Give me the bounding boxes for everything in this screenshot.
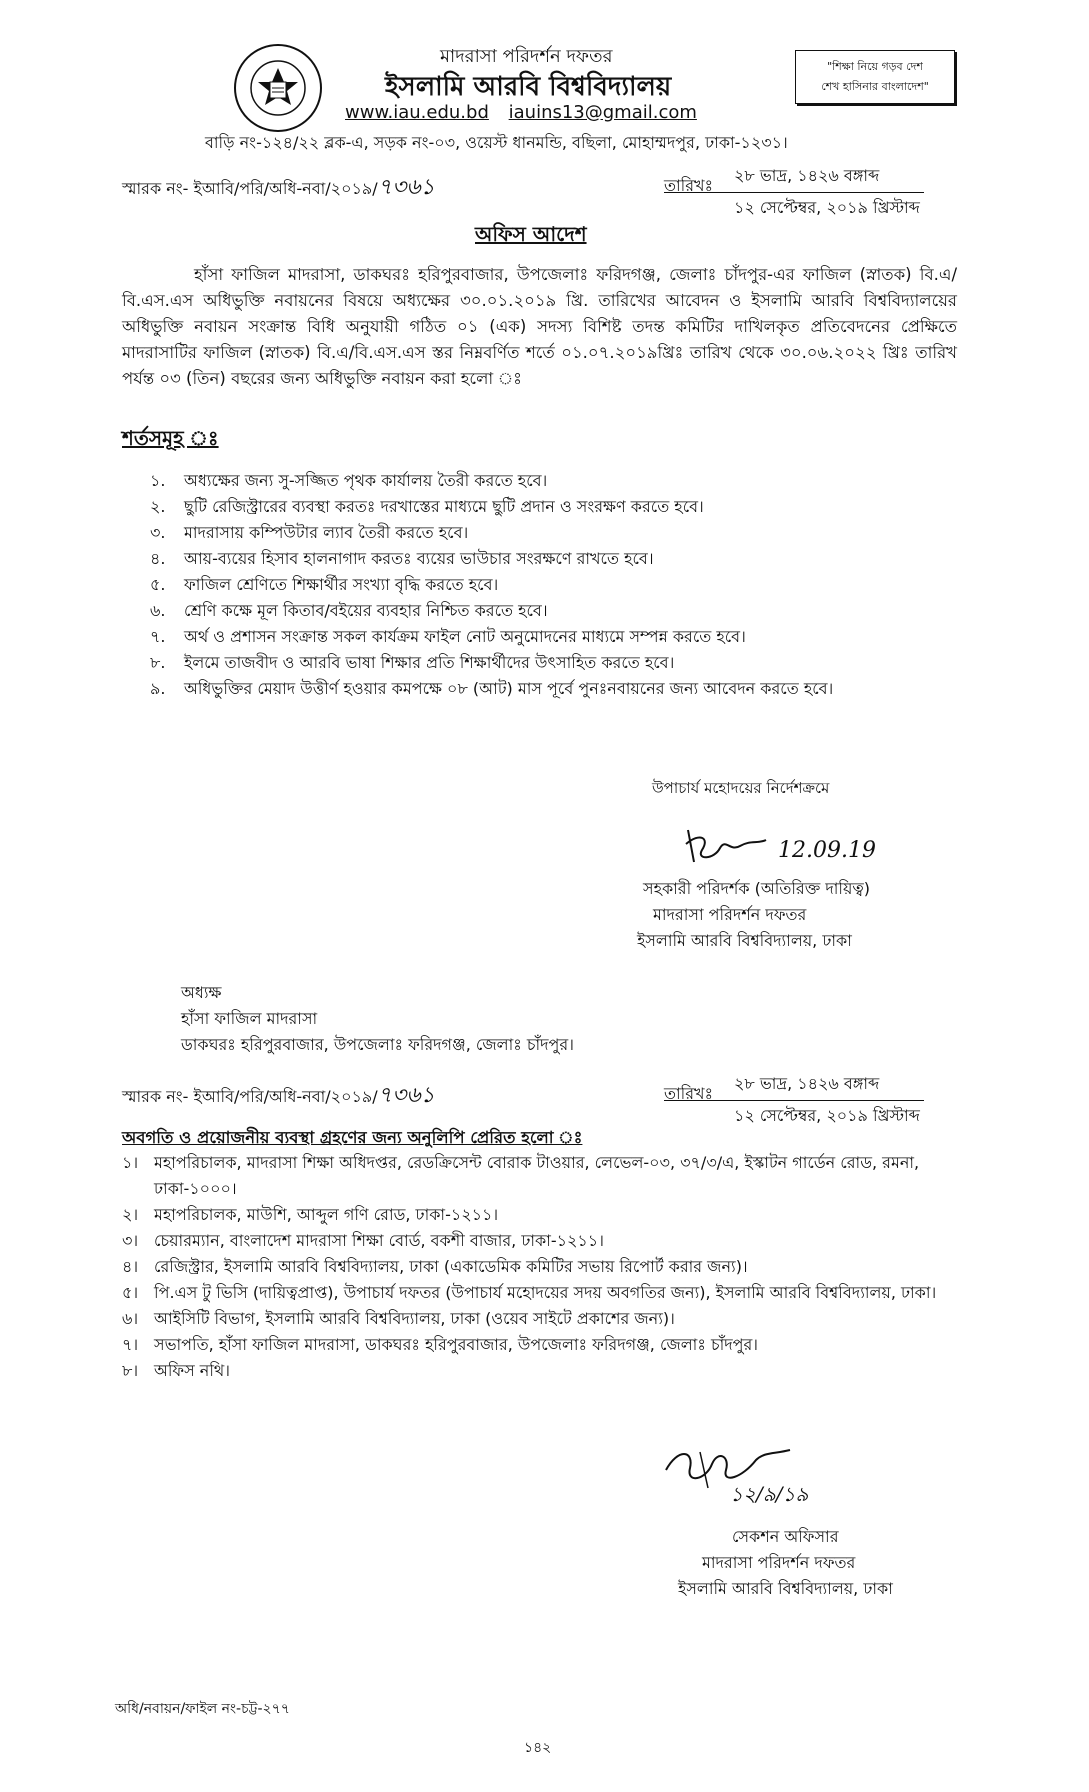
list-item: ৬. শ্রেণি কক্ষে মূল কিতাব/বইয়ের ব্যবহার নিশ্চিত করতে হবে। [150,601,548,620]
copy-heading: অবগতি ও প্রয়োজনীয় ব্যবস্থা গ্রহণের জন্য অনুলিপি প্রেরিত হলো ঃ [122,1128,583,1147]
signatory1-block [637,876,871,954]
list-item: ৩। চেয়ারম্যান, বাংলাদেশ মাদরাসা শিক্ষা বোর্ড, বকশী বাজার, ঢাকা-১২১১। [122,1231,604,1250]
memo2-date-label: তারিখঃ [664,1084,714,1103]
list-item: ৫. ফাজিল শ্রেণিতে শিক্ষার্থীর সংখ্যা বৃদ্ধি করতে হবে। [150,575,499,594]
list-item: ৪। রেজিস্ট্রার, ইসলামি আরবি বিশ্ববিদ্যালয়, ঢাকা (একাডেমিক কমিটির সভায় রিপোর্ট করার জন্য)। [122,1257,748,1276]
list-item: ২. ছুটি রেজিস্ট্রারের ব্যবস্থা করতঃ দরখাস্তের মাধ্যমে ছুটি প্রদান ও সংরক্ষণ করতে হবে। [150,497,704,516]
conditions-list [150,468,960,702]
header-address: বাড়ি নং-১২৪/২২ ব্লক-এ, সড়ক নং-০৩, ওয়েস্ট ধানমন্ডি, বছিলা, মোহাম্মদপুর, ঢাকা-১২৩১। [205,133,788,152]
list-item: ২। মহাপরিচালক, মাউশি, আব্দুল গণি রোড, ঢাকা-১২১১। [122,1205,499,1224]
slogan-line2: শেখ হাসিনার বাংলাদেশ" [821,80,929,93]
recipient-line1: অধ্যক্ষ [181,983,222,1002]
memo2-date-bengali: ২৮ ভাদ্র, ১৪২৬ বঙ্গাব্দ [664,1071,924,1101]
list-item: ৩. মাদরাসায় কম্পিউটার ল্যাব তৈরী করতে হবে। [150,523,469,542]
recipient-block [181,980,574,1058]
memo1-ref [122,170,435,207]
file-number: অধি/নবায়ন/ফাইল নং-চট্ট-২৭৭ [115,1701,290,1717]
memo1-ref-prefix: স্মারক নং- ইআবি/পরি/অধি-নবা/২০১৯/ [122,179,378,198]
email-link[interactable]: iauins13@gmail.com [508,102,697,123]
list-item: ৫। পি.এস টু ভিসি (দায়িত্বপ্রাপ্ত), উপাচার্য দফতর (উপাচার্য মহোদয়ের সদয় অবগতির জন্য), ইসলামি আরবি বিশ্ববিদ্যালয়, ঢাকা। [122,1283,937,1302]
memo1-date-label: তারিখঃ [664,176,714,195]
list-item: ৭। সভাপতি, হাঁসা ফাজিল মাদরাসা, ডাকঘরঃ হরিপুরবাজার, উপজেলাঃ ফরিদগঞ্জ, জেলাঃ চাঁদপুর। [122,1335,759,1354]
memo2-ref-prefix: স্মারক নং- ইআবি/পরি/অধি-নবা/২০১৯/ [122,1087,378,1106]
memo2-date [664,1071,924,1130]
recipient-line3: ডাকঘরঃ হরিপুরবাজার, উপজেলাঃ ফরিদগঞ্জ, জেলাঃ চাঁদপুর। [181,1035,574,1054]
slogan-box [795,50,955,104]
memo2-ref-number: ৭৩৬১ [377,1083,435,1108]
university-logo [232,42,324,134]
header-links [345,102,711,123]
list-item: ৪. আয়-ব্যয়ের হিসাব হালনাগাদ করতঃ ব্যয়ের ভাউচার সংরক্ষণে রাখতে হবে। [150,549,654,568]
signatory1-note: উপাচার্য মহোদয়ের নির্দেশক্রমে [652,779,830,797]
header-university: ইসলামি আরবি বিশ্ববিদ্যালয় [385,72,672,102]
recipient-line2: হাঁসা ফাজিল মাদরাসা [181,1009,318,1028]
signature1-date: 12.09.19 [778,838,876,863]
website-link[interactable]: www.iau.edu.bd [345,102,489,123]
signatory1-title: সহকারী পরিদর্শক (অতিরিক্ত দায়িত্ব) [643,879,871,898]
signature-1 [680,820,770,870]
slogan-line1: "শিক্ষা নিয়ে গড়ব দেশ [827,60,923,73]
memo1-date-bengali: ২৮ ভাদ্র, ১৪২৬ বঙ্গাব্দ [664,163,924,193]
memo1-date [664,163,924,222]
list-item: ১। মহাপরিচালক, মাদরাসা শিক্ষা অধিদপ্তর, রেডক্রিসেন্ট বোরাক টাওয়ার, লেভেল-০৩, ৩৭/৩/এ, ইস্কাটন গার্ডেন রোড, রমনা, ঢাকা-১০০০। [122,1153,920,1198]
header-office: মাদরাসা পরিদর্শন দফতর [440,46,613,67]
conditions-heading: শর্তসমূহ ঃ [122,426,219,450]
signatory2-office: মাদরাসা পরিদর্শন দফতর [702,1553,856,1572]
list-item: ৬। আইসিটি বিভাগ, ইসলামি আরবি বিশ্ববিদ্যালয়, ঢাকা (ওয়েব সাইটে প্রকাশের জন্য)। [122,1309,675,1328]
signatory2-university: ইসলামি আরবি বিশ্ববিদ্যালয়, ঢাকা [678,1579,893,1598]
memo1-date-gregorian: ১২ সেপ্টেম্বর, ২০১৯ খ্রিস্টাব্দ [734,198,920,217]
list-item: ১. অধ্যক্ষের জন্য সু-সজ্জিত পৃথক কার্যালয় তৈরী করতে হবে। [150,471,548,490]
memo2-date-gregorian: ১২ সেপ্টেম্বর, ২০১৯ খ্রিস্টাব্দ [734,1106,920,1125]
signature2-date: ১২/৯/১৯ [730,1482,809,1506]
body-paragraph: হাঁসা ফাজিল মাদরাসা, ডাকঘরঃ হরিপুরবাজার, উপজেলাঃ ফরিদগঞ্জ, জেলাঃ চাঁদপুর-এর ফাজিল (স্নাতক) বি.এ/বি.এস.এস অধিভুক্তি নবায়নের বিষয়ে অধ্যক্ষের ৩০.০১.২০১৯ খ্রি. তারিখের আবেদন ও ইসলামি আরবি বিশ্ববিদ্যালয়ের অধিভুক্তি নবায়ন সংক্রান্ত বিধি অনুযায়ী গঠিত ০১ (এক) সদস্য বিশিষ্ট তদন্ত কমিটির দাখিলকৃত প্রতিবেদনের প্রেক্ষিতে মাদরাসাটির ফাজিল (স্নাতক) বি.এ/বি.এস.এস স্তর নিম্নবর্ণিত শর্তে ০১.০৭.২০১৯খ্রিঃ তারিখ থেকে ৩০.০৬.২০২২ খ্রিঃ তারিখ পর্যন্ত ০৩ (তিন) বছরের জন্য অধিভুক্তি নবায়ন করা হলো ঃ [122,265,957,388]
list-item: ৯. অধিভুক্তির মেয়াদ উত্তীর্ণ হওয়ার কমপক্ষে ০৮ (আট) মাস পূর্বে পুনঃনবায়নের জন্য আবেদন করতে হবে। [150,679,834,698]
memo2-ref [122,1078,435,1115]
copy-list [122,1150,962,1384]
signatory1-office: মাদরাসা পরিদর্শন দফতর [653,905,807,924]
signatory2-block [678,1524,893,1602]
signatory2-title: সেকশন অফিসার [732,1527,839,1546]
list-item: ৮। অফিস নথি। [122,1361,230,1380]
page-title: অফিস আদেশ [475,222,587,246]
signatory1-university: ইসলামি আরবি বিশ্ববিদ্যালয়, ঢাকা [637,931,852,950]
list-item: ৮. ইলমে তাজবীদ ও আরবি ভাষা শিক্ষার প্রতি শিক্ষার্থীদের উৎসাহিত করতে হবে। [150,653,675,672]
page-number: ১৪২ [524,1740,552,1756]
list-item: ৭. অর্থ ও প্রশাসন সংক্রান্ত সকল কার্যক্রম ফাইল নোট অনুমোদনের মাধ্যমে সম্পন্ন করতে হবে। [150,627,746,646]
memo1-ref-number: ৭৩৬১ [377,175,435,200]
